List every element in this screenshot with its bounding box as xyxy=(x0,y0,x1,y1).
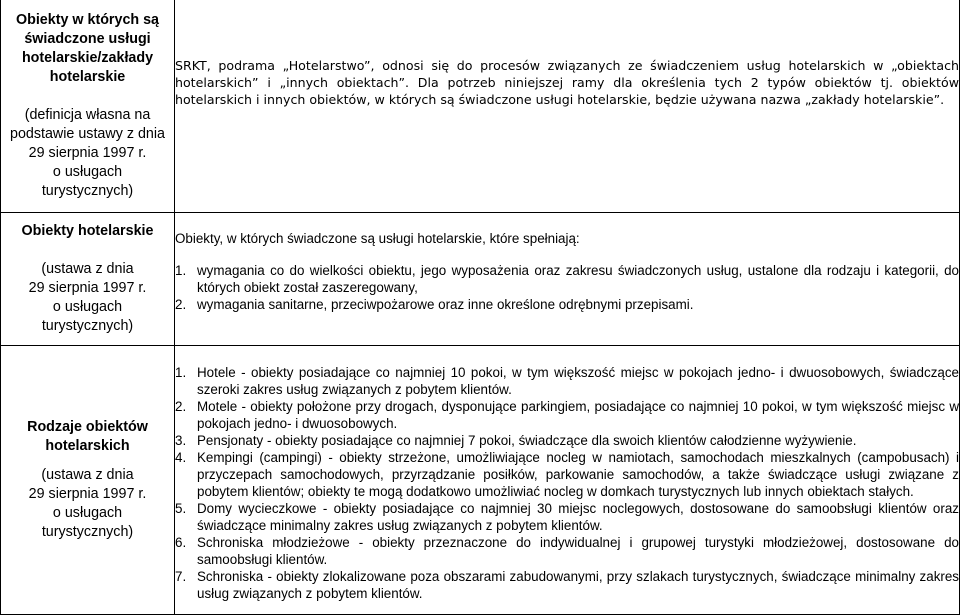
table-row-definition xyxy=(1,0,960,213)
list-item: 4. Kempingi (campingi) - obiekty strzeżone, umożliwiające nocleg w namiotach, samochodach mieszkalnych (campobusach) i przyczepach samochodowych, przyrządzanie posiłków, parkowanie samochodów, a także świadczące usługi związane z pobytem klientów; obiekty te mogą dodatkowo umożliwiać nocleg w domkach turystycznych lub innych obiektach stałych. xyxy=(175,450,959,499)
note-line: 29 sierpnia 1997 r. xyxy=(28,486,147,502)
list-item: 1. wymagania co do wielkości obiektu, jego wyposażenia oraz zakresu świadczonych usług, ustalone dla rodzaju i kategorii, do których obiekt został zaszeregowany, xyxy=(175,263,959,295)
title-line: hotelarskie xyxy=(49,68,126,85)
title-line: hotelarskie/zakłady xyxy=(21,49,154,66)
note-line: turystycznych) xyxy=(41,524,134,540)
row-title xyxy=(1,11,174,87)
title-line: Obiekty hotelarskie xyxy=(21,223,154,239)
list-item: 6. Schroniska młodzieżowe - obiekty przeznaczone do indywidualnej i grupowej turystyki młodzieżowej, dostosowane do samoobsługi klientów. xyxy=(175,535,959,567)
title-line: świadczone usługi xyxy=(24,30,151,47)
list-item: 5. Domy wycieczkowe - obiekty posiadające co najmniej 30 miejsc noclegowych, dostosowane do samoobsługi klientów oraz świadczące minimalny zakres usług związanych z pobytem klientów. xyxy=(175,501,959,533)
note-line: o usługach xyxy=(52,299,123,315)
note-line: 29 sierpnia 1997 r. xyxy=(28,280,147,296)
requirements-intro: Obiekty, w których świadczone są usługi hotelarskie, które spełniają: xyxy=(175,231,580,246)
requirements-list xyxy=(175,262,959,313)
note-line: turystycznych) xyxy=(41,318,134,334)
note-line: podstawie ustawy z dnia xyxy=(10,125,165,142)
list-item: 1. Hotele - obiekty posiadające co najmniej 10 pokoi, w tym większość miejsc w pokojach jedno- i dwuosobowych, świadczące szeroki zakres usług związanych z pobytem klientów. xyxy=(175,365,959,397)
note-line: turystycznych) xyxy=(41,182,134,199)
title-line: Rodzaje obiektów xyxy=(27,419,148,435)
row-source-note xyxy=(1,106,174,201)
row-source-note xyxy=(1,466,174,542)
table-row-hotel-objects xyxy=(1,213,960,346)
row-title xyxy=(1,418,174,456)
row-content-cell xyxy=(175,0,960,213)
note-line: o usługach xyxy=(52,163,123,180)
list-item: 2. Motele - obiekty położone przy drogach, dysponujące parkingiem, posiadające co najmniej 10 pokoi, w tym większość miejsc w pokojach jedno- i dwuosobowych. xyxy=(175,399,959,431)
row-title xyxy=(1,222,174,241)
hotel-types-list xyxy=(175,364,959,602)
row-label-cell xyxy=(1,0,175,213)
note-line: 29 sierpnia 1997 r. xyxy=(28,144,147,161)
title-line: Obiekty w których są xyxy=(15,11,160,28)
list-item: 2. wymagania sanitarne, przeciwpożarowe oraz inne określone odrębnymi przepisami. xyxy=(175,297,694,312)
table-row-hotel-types xyxy=(1,346,960,615)
definition-paragraph: SRKT, podrama „Hotelarstwo”, odnosi się do procesów związanych ze świadczeniem usług hotelarskich w „obiektach hotelarskich” i „innych obiektach”. Dla potrzeb niniejszej ramy dla określenia tych 2 typów obiektów tj. obiektów hotelarskich i innych obiektów, w których są świadczone usługi hotelarskie, będzie używana nazwa „zakłady hotelarskie”. xyxy=(175,58,959,107)
row-label-cell xyxy=(1,346,175,615)
note-line: o usługach xyxy=(52,505,123,521)
title-line: hotelarskich xyxy=(45,438,130,454)
note-line: (ustawa z dnia xyxy=(41,467,134,483)
row-content-cell xyxy=(175,346,960,615)
row-label-cell xyxy=(1,213,175,346)
note-line: (definicja własna na xyxy=(24,106,151,123)
note-line: (ustawa z dnia xyxy=(41,261,134,277)
row-source-note xyxy=(1,260,174,336)
list-item: 3. Pensjonaty - obiekty posiadające co najmniej 7 pokoi, świadczące dla swoich klientów całodzienne wyżywienie. xyxy=(175,433,857,448)
list-item: 7. Schroniska - obiekty zlokalizowane poza obszarami zabudowanymi, przy szlakach turystycznych, świadczące minimalny zakres usług związanych z pobytem klientów. xyxy=(175,569,959,601)
row-content-cell xyxy=(175,213,960,346)
